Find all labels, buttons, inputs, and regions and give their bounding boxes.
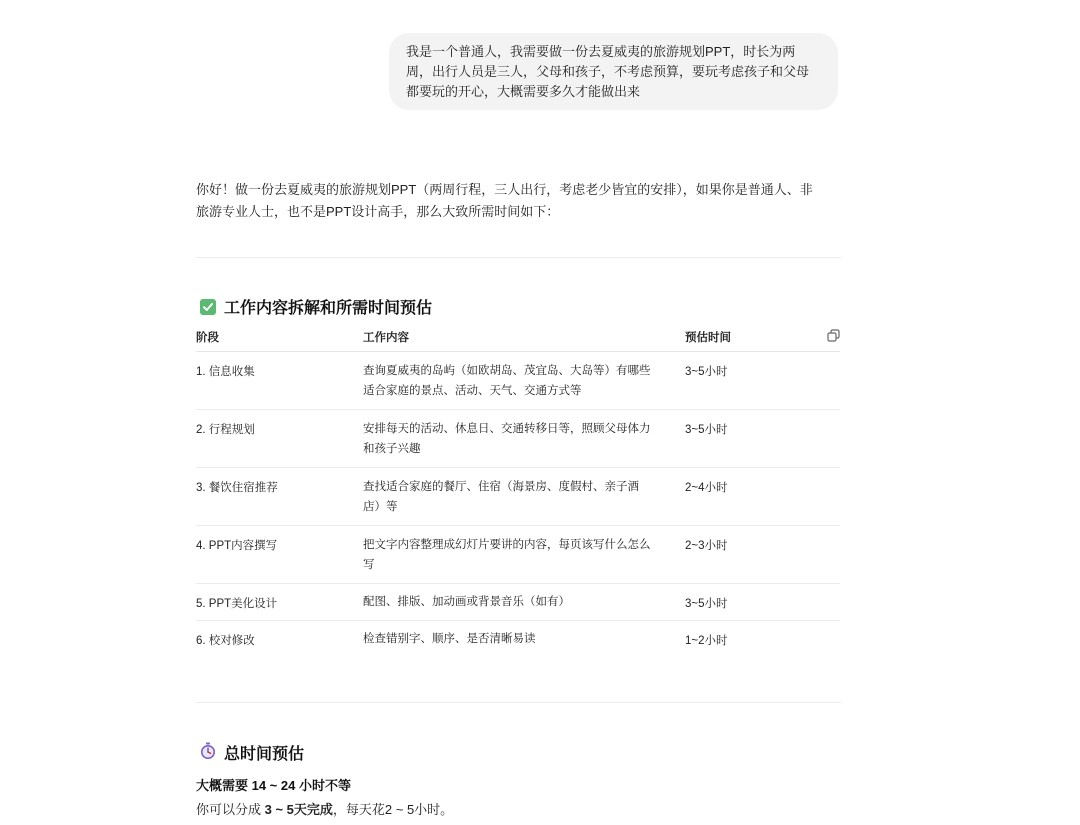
cell-content	[363, 410, 685, 467]
table-row	[196, 410, 840, 468]
column-header-content: 工作内容	[363, 332, 409, 344]
column-header-time: 预估时间	[685, 332, 731, 344]
total-heading	[200, 741, 304, 764]
cell-time: 3~5小时	[685, 598, 728, 610]
cell-stage: 6. 校对修改	[196, 635, 255, 647]
time-estimate-table	[196, 327, 840, 659]
total-plan	[196, 799, 453, 818]
reply-intro-line: 旅游专业人士，也不是PPT设计高手，那么大致所需时间如下：	[196, 204, 560, 219]
total-plan-prefix: 你可以分成	[196, 802, 265, 817]
table-row	[196, 526, 840, 584]
cell-content-line: 查询夏威夷的岛屿（如欧胡岛、茂宜岛、大岛等）有哪些	[363, 365, 651, 377]
cell-content	[363, 621, 685, 659]
user-message-bubble	[389, 33, 838, 110]
cell-time: 2~3小时	[685, 540, 728, 552]
cell-content	[363, 584, 685, 620]
cell-content-line: 检查错别字、顺序、是否清晰易读	[363, 633, 536, 645]
cell-stage: 5. PPT美化设计	[196, 598, 278, 610]
section-divider	[196, 702, 841, 703]
column-header-stage: 阶段	[196, 332, 219, 344]
cell-content	[363, 352, 685, 409]
cell-time: 1~2小时	[685, 635, 728, 647]
cell-content-line: 安排每天的活动、休息日、交通转移日等，照顾父母体力	[363, 423, 651, 435]
user-message-line: 我是一个普通人，我需要做一份去夏威夷的旅游规划PPT，时长为两	[406, 44, 796, 59]
cell-content-line: 适合家庭的景点、活动、天气、交通方式等	[363, 385, 582, 397]
reply-intro-line: 你好！做一份去夏威夷的旅游规划PPT（两周行程，三人出行，考虑老少皆宜的安排），如果你是普通人、非	[196, 182, 813, 197]
table-row	[196, 352, 840, 410]
cell-content-line: 和孩子兴趣	[363, 443, 421, 455]
section-heading	[200, 295, 432, 318]
cell-content-line: 配图、排版、加动画或背景音乐（如有）	[363, 596, 570, 608]
copy-icon[interactable]	[827, 329, 840, 345]
cell-stage: 2. 行程规划	[196, 424, 255, 436]
cell-content-line: 把文字内容整理成幻灯片要讲的内容，每页该写什么怎么	[363, 539, 651, 551]
cell-time: 3~5小时	[685, 366, 728, 378]
cell-content-line: 写	[363, 559, 375, 571]
reply-intro	[196, 179, 844, 223]
total-estimate: 大概需要 14 ~ 24 小时不等	[196, 778, 351, 793]
check-mark-icon	[200, 299, 216, 315]
total-plan-suffix: ，每天花2 ~ 5小时。	[332, 802, 454, 817]
cell-content	[363, 526, 685, 583]
cell-content	[363, 468, 685, 525]
table-row	[196, 621, 840, 659]
section-divider	[196, 257, 841, 258]
user-message-line: 都要玩的开心，大概需要多久才能做出来	[406, 84, 641, 99]
cell-stage: 4. PPT内容撰写	[196, 540, 278, 552]
user-message-line: 周，出行人员是三人，父母和孩子，不考虑预算，要玩考虑孩子和父母	[406, 64, 810, 79]
cell-content-line: 店）等	[363, 501, 398, 513]
cell-stage: 1. 信息收集	[196, 366, 255, 378]
table-header-row	[196, 327, 840, 352]
table-row	[196, 468, 840, 526]
cell-content-line: 查找适合家庭的餐厅、住宿（海景房、度假村、亲子酒	[363, 481, 639, 493]
cell-time: 3~5小时	[685, 424, 728, 436]
section-heading-text: 工作内容拆解和所需时间预估	[224, 300, 433, 317]
total-heading-text: 总时间预估	[224, 746, 305, 763]
table-row	[196, 584, 840, 621]
stopwatch-icon	[200, 742, 216, 764]
total-plan-days: 3 ~ 5天完成	[264, 802, 333, 817]
cell-stage: 3. 餐饮住宿推荐	[196, 482, 278, 494]
cell-time: 2~4小时	[685, 482, 728, 494]
